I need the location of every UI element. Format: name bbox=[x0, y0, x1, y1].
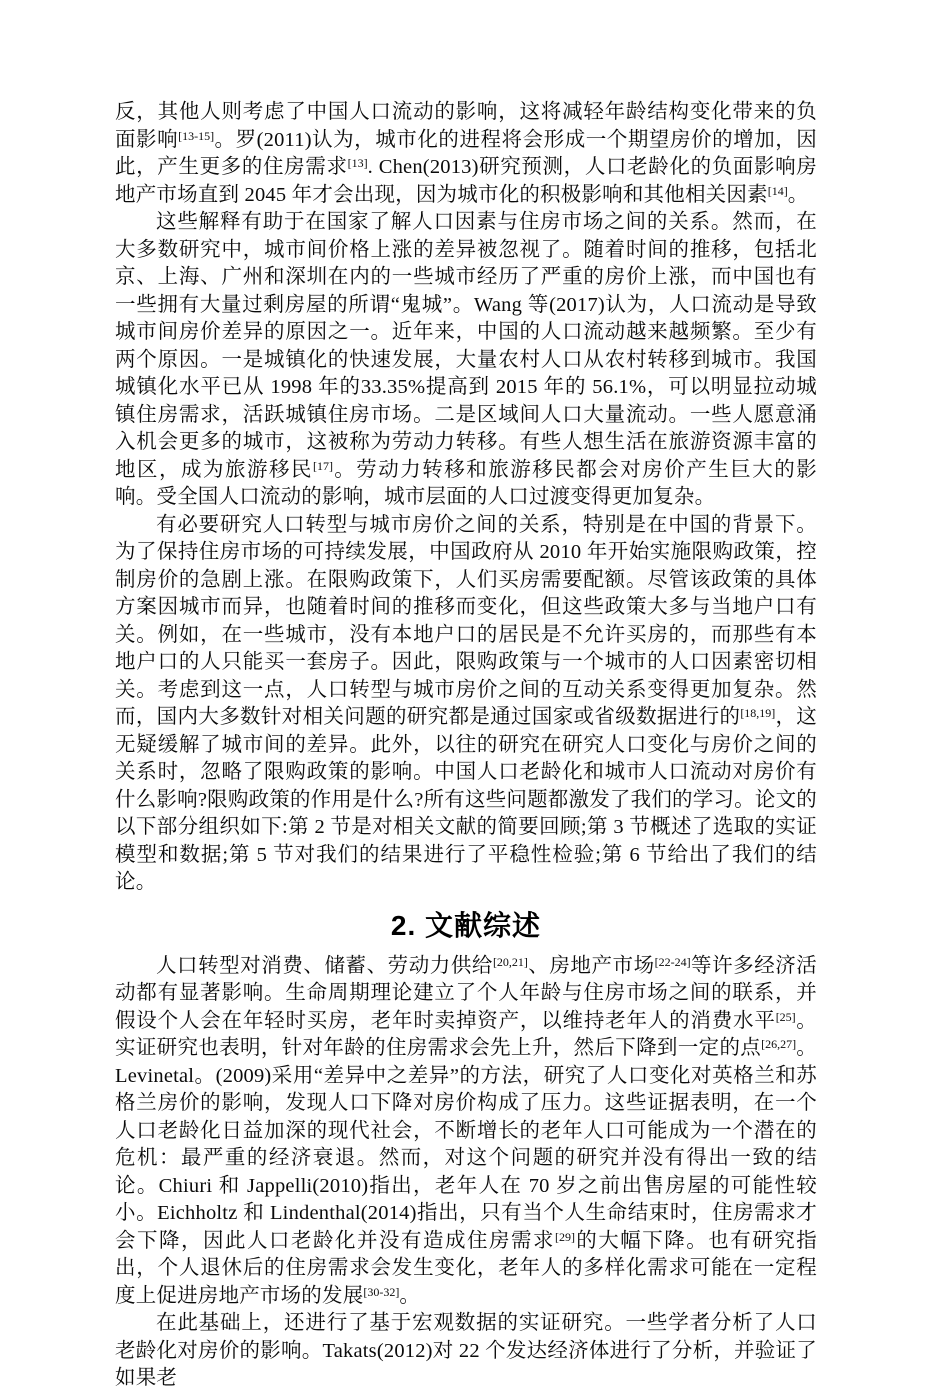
citation-ref: [30-32] bbox=[363, 1284, 400, 1299]
citation-ref: [18,19] bbox=[740, 706, 776, 720]
paragraph: 反，其他人则考虑了中国人口流动的影响，这将减轻年龄结构变化带来的负面影响[13-15]。罗(2011)认为，城市化的进程将会形成一个期望房价的增加，因此，产生更多的住房需求[13]. Chen(2013)研究预测，人口老龄化的负面影响房地产市场直到 2045 年才会出现，因为城市化的积极影响和其他相关因素[14]。 bbox=[115, 101, 817, 206]
citation-ref: [29] bbox=[555, 1229, 575, 1244]
citation-ref: [26,27] bbox=[761, 1037, 797, 1051]
citation-ref: [14] bbox=[767, 183, 788, 198]
citation-ref: [13] bbox=[347, 156, 368, 170]
paragraph: 这些解释有助于在国家了解人口因素与住房市场之间的关系。然而，在大多数研究中，城市间价格上涨的差异被忽视了。随着时间的推移，包括北京、上海、广州和深圳在内的一些城市经历了严重的房价上涨，而中国也有一些拥有大量过剩房屋的所谓“鬼城”。Wang 等(2017)认为，人口流动是导致城市间房价差异的原因之一。近年来，中国的人口流动越来越频繁。至少有两个原因。一是城镇化的快速发展，大量农村人口从农村转移到城市。我国城镇化水平已从 1998 年的33.35%提高到 2015 年的 56.1%，可以明显拉动城镇住房需求，活跃城镇住房市场。二是区域间人口大量流动。一些人愿意涌入机会更多的城市，这被称为劳动力转移。有些人想生活在旅游资源丰富的地区，成为旅游移民[17]。劳动力转移和旅游移民都会对房价产生巨大的影响。受全国人口流动的影响，城市层面的人口过渡变得更加复杂。 bbox=[115, 211, 817, 508]
citation-ref: [13-15] bbox=[178, 128, 215, 143]
paragraph: 人口转型对消费、储蓄、劳动力供给[20,21]、房地产市场[22-24]等许多经济活动都有显著影响。生命周期理论建立了个人年龄与住房市场之间的联系，并假设个人会在年轻时买房，老年时卖掉资产，以维持老年人的消费水平[25]。实证研究也表明，针对年龄的住房需求会先上升，然后下降到一定的点[26,27]。Levinetal。(2009)采用“差异中之差异”的方法，研究了人口变化对英格兰和苏格兰房价的影响，发现人口下降对房价构成了压力。这些证据表明，在一个人口老龄化日益加深的现代社会，不断增长的老年人口可能成为一个潜在的危机：最严重的经济衰退。然而，对这个问题的研究并没有得出一致的结论。Chiuri 和 Jappelli(2010)指出，老年人在 70 岁之前出售房屋的可能性较小。Eichholtz 和 Lindenthal(2014)指出，只有当个人生命结束时，住房需求才会下降，因此人口老龄化并没有造成住房需求[29]的大幅下降。也有研究指出，个人退休后的住房需求会发生变化，老年人的多样化需求可能在一定程度上促进房地产市场的发展[30-32]。 bbox=[115, 954, 818, 1307]
citation-ref: [22-24] bbox=[654, 954, 691, 969]
section-heading: 2. 文献综述 bbox=[390, 909, 542, 941]
citation-ref: [25] bbox=[775, 1009, 796, 1024]
document-body bbox=[115, 99, 817, 1393]
citation-ref: [20,21] bbox=[492, 954, 528, 969]
paragraph: 有必要研究人口转型与城市房价之间的关系，特别是在中国的背景下。为了保持住房市场的可持续发展，中国政府从 2010 年开始实施限购政策，控制房价的急剧上涨。在限购政策下，人们买房需要配额。尽管该政策的具体方案因城市而异，也随着时间的推移而变化，但这些政策大多与当地户口有关。例如，在一些城市，没有本地户口的居民是不允许买房的，而那些有本地户口的人只能买一套房子。因此，限购政策与一个城市的人口因素密切相关。考虑到这一点，人口转型与城市房价之间的互动关系变得更加复杂。然而，国内大多数针对相关问题的研究都是通过国家或省级数据进行的[18,19]，这无疑缓解了城市间的差异。此外，以往的研究在研究人口变化与房价之间的关系时，忽略了限购政策的影响。中国人口老龄化和城市人口流动对房价有什么影响?限购政策的作用是什么?所有这些问题都激发了我们的学习。论文的以下部分组织如下:第 2 节是对相关文献的简要回顾;第 3 节概述了选取的实证模型和数据;第 5 节对我们的结果进行了平稳性检验;第 6 节给出了我们的结论。 bbox=[115, 513, 817, 893]
document-page bbox=[115, 99, 817, 1393]
paragraph: 在此基础上，还进行了基于宏观数据的实证研究。一些学者分析了人口老龄化对房价的影响。Takats(2012)对 22 个发达经济体进行了分析，并验证了如果老 bbox=[115, 1312, 817, 1389]
citation-ref: [17] bbox=[313, 458, 333, 473]
